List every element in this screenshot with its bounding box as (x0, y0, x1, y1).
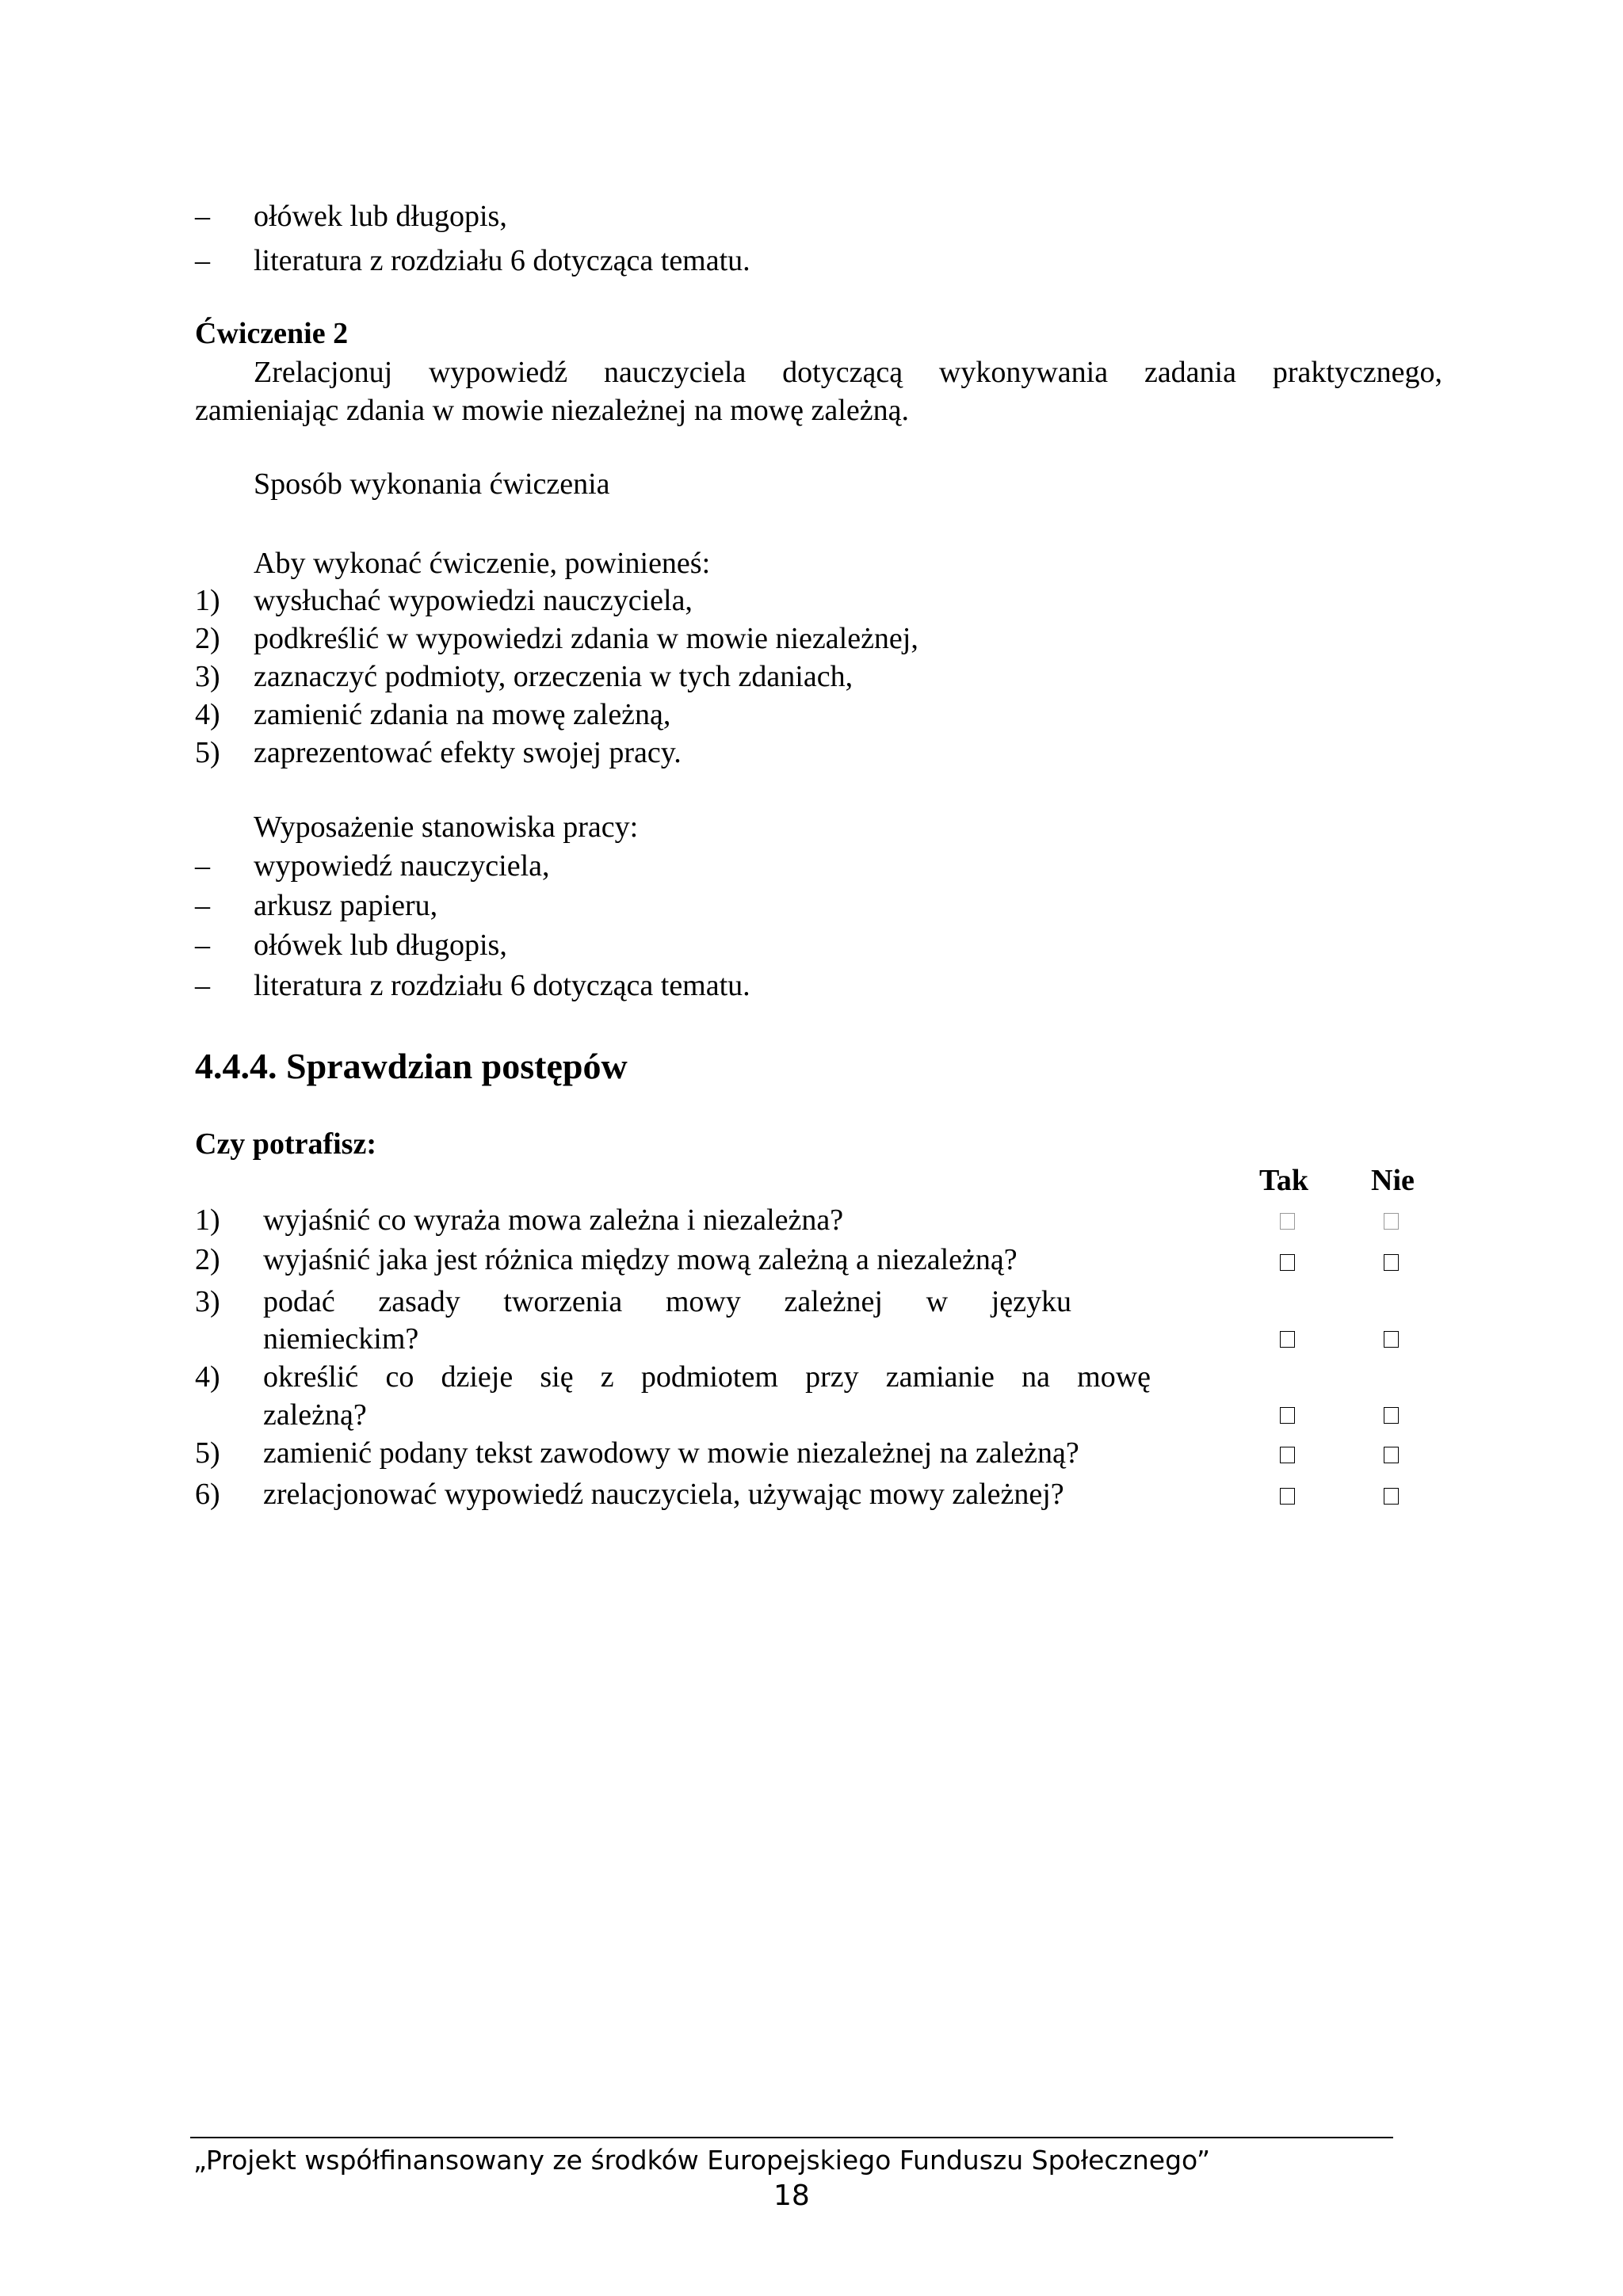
question-text: wyjaśnić co wyraża mowa zależna i niezależna? (263, 1203, 844, 1237)
footer-divider (190, 2137, 1393, 2138)
question-text: określić co dzieje się z podmiotem przy zamianie na mowę (263, 1360, 1151, 1394)
step-number: 5) (195, 736, 220, 769)
checkbox-no[interactable] (1384, 1488, 1399, 1505)
list-bullet: – (195, 244, 210, 277)
equipment-heading: Wyposażenie stanowiska pracy: (254, 810, 639, 844)
list-bullet: – (195, 929, 210, 962)
list-bullet: – (195, 889, 210, 922)
column-header-no: Nie (1371, 1164, 1415, 1197)
equipment-item: wypowiedź nauczyciela, (254, 849, 550, 883)
checkbox-yes[interactable] (1280, 1447, 1295, 1463)
exercise-title: Ćwiczenie 2 (195, 317, 349, 350)
step-text: zamienić zdania na mowę zależną, (254, 698, 671, 731)
section-title: 4.4.4. Sprawdzian postępów (195, 1046, 628, 1086)
question-number: 6) (195, 1478, 220, 1511)
list-bullet: – (195, 969, 210, 1002)
column-header-yes: Tak (1259, 1164, 1308, 1197)
checkbox-yes[interactable] (1280, 1488, 1295, 1505)
checkbox-yes[interactable] (1280, 1331, 1295, 1348)
step-number: 2) (195, 622, 220, 655)
question-text-continued: niemieckim? (263, 1322, 419, 1356)
question-number: 3) (195, 1285, 220, 1318)
step-text: zaprezentować efekty swojej pracy. (254, 736, 682, 769)
equipment-item: literatura z rozdziału 6 dotycząca tematu. (254, 969, 750, 1002)
method-heading: Sposób wykonania ćwiczenia (254, 467, 610, 501)
exercise-instruction-line1: Zrelacjonuj wypowiedź nauczyciela dotyczącą wykonywania zadania praktycznego, (254, 356, 1442, 389)
checkbox-yes[interactable] (1280, 1213, 1295, 1230)
step-number: 4) (195, 698, 220, 731)
equipment-item: arkusz papieru, (254, 889, 438, 922)
checkbox-no[interactable] (1384, 1254, 1399, 1271)
question-number: 5) (195, 1436, 220, 1470)
list-bullet: – (195, 200, 210, 233)
question-number: 2) (195, 1243, 220, 1276)
step-text: wysłuchać wypowiedzi nauczyciela, (254, 584, 693, 617)
steps-intro: Aby wykonać ćwiczenie, powinieneś: (254, 547, 711, 580)
question-text: wyjaśnić jaka jest różnica między mową zależną a niezależną? (263, 1243, 1018, 1276)
step-text: zaznaczyć podmioty, orzeczenia w tych zdaniach, (254, 660, 854, 693)
step-number: 1) (195, 584, 220, 617)
checkbox-no[interactable] (1384, 1407, 1399, 1424)
question-text: podać zasady tworzenia mowy zależnej w języku (263, 1285, 1071, 1318)
question-heading: Czy potrafisz: (195, 1127, 376, 1161)
checkbox-no[interactable] (1384, 1447, 1399, 1463)
checkbox-yes[interactable] (1280, 1407, 1295, 1424)
question-number: 1) (195, 1203, 220, 1237)
checkbox-yes[interactable] (1280, 1254, 1295, 1271)
list-item: literatura z rozdziału 6 dotycząca tematu. (254, 244, 750, 277)
checkbox-no[interactable] (1384, 1331, 1399, 1348)
list-bullet: – (195, 849, 210, 883)
page-number: 18 (773, 2180, 810, 2212)
question-text-continued: zależną? (263, 1398, 367, 1432)
exercise-instruction-line2: zamieniając zdania w mowie niezależnej na mowę zależną. (195, 394, 909, 427)
list-item: ołówek lub długopis, (254, 200, 507, 233)
question-text: zamienić podany tekst zawodowy w mowie niezależnej na zależną? (263, 1436, 1079, 1470)
question-text: zrelacjonować wypowiedź nauczyciela, używając mowy zależnej? (263, 1478, 1064, 1511)
step-text: podkreślić w wypowiedzi zdania w mowie niezależnej, (254, 622, 918, 655)
equipment-item: ołówek lub długopis, (254, 929, 507, 962)
checkbox-no[interactable] (1384, 1213, 1399, 1230)
footer-project-note: „Projekt współfinansowany ze środków Europejskiego Funduszu Społecznego” (193, 2145, 1211, 2176)
question-number: 4) (195, 1360, 220, 1394)
step-number: 3) (195, 660, 220, 693)
